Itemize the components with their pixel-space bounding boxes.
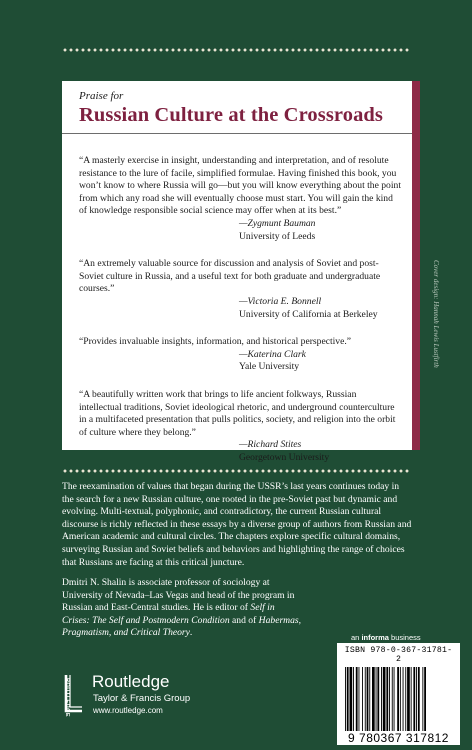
title-divider [62, 133, 413, 134]
praise-panel [62, 81, 413, 463]
barcode-bar [411, 667, 412, 731]
attribution-affiliation: Yale University [239, 361, 300, 373]
attribution-stites [79, 439, 401, 464]
attribution-bauman [79, 218, 401, 243]
attribution-name: —Richard Stites [239, 439, 302, 451]
informa-prefix: an [351, 633, 362, 642]
barcode-bar [381, 667, 382, 731]
attribution-affiliation: University of Leeds [239, 230, 316, 242]
barcode-bar [403, 667, 404, 731]
routledge-spine-wordmark: ROUTLEDGE [64, 678, 70, 718]
accent-bar [412, 81, 420, 450]
barcode-bar [392, 667, 393, 731]
cover-design-credit: Cover design: Hannah Lewis Lustfirth [432, 260, 440, 368]
barcode-bar [359, 667, 360, 731]
attribution-affiliation: Georgetown University [239, 451, 330, 463]
author-bio-book-title: Self in Crises: The Self and Postmodern Condition [62, 602, 275, 626]
informa-brand: informa [361, 633, 389, 642]
publisher-url: www.routledge.com [93, 706, 163, 715]
publisher-group: Taylor & Francis Group [93, 693, 191, 704]
publisher-name: Routledge [92, 672, 170, 691]
author-bio-text: and of [229, 614, 259, 626]
attribution-clark [79, 349, 401, 374]
barcode-bar [365, 667, 366, 731]
barcode-bar [405, 667, 406, 731]
barcode-bar [383, 667, 386, 731]
author-bio-book-title: Habermas, Pragmatism, and Critical Theory [62, 614, 302, 639]
barcode-bar [400, 667, 401, 731]
barcode-bar [418, 667, 420, 731]
barcode-bar [394, 667, 395, 731]
barcode-bar [413, 667, 415, 731]
quote-stites: “A beautifully written work that brings to life ancient folkways, Russian intellectual traditions, Soviet ideological rhetoric, and underground counterculture in a multifaceted presentation that pulls politics, society, and religion into the orbit of culture where they belong.” [79, 388, 396, 438]
book-description: The reexamination of values that began during the USSR’s last years continues today in the search for a new Russian culture, one rooted in the pre-Soviet past but dynamic and evolving. Multi-textual, polyphonic, and contradictory, the current Russian cultural discourse is richly reflected in these essays by a diverse group of authors from Russian and American academic and cultural circles. The chapters explore specific cultural domains, surveying Russian and Soviet beliefs and behaviors and highlighting the range of choices that Russians are facing at this critical juncture. [62, 481, 412, 568]
barcode-bar [397, 667, 399, 731]
quote-bauman: “A masterly exercise in insight, understanding and interpretation, and of resolute resistance to the lure of facile, simplified formulae. Having finished this book, you won’t know to where Russia will go—but you will know everything about the point from which any road she will eventually choose must start. You will gain the kind of knowledge responsible social science may offer when at its best.” [79, 155, 401, 217]
attribution-name: —Victoria E. Bonnell [239, 295, 322, 307]
isbn-barcode [337, 643, 460, 745]
barcode-bar [369, 667, 370, 731]
attribution-name: —Zygmunt Bauman [239, 217, 316, 229]
attribution-bonnell [79, 296, 401, 321]
barcode-bar [389, 667, 390, 731]
barcode-bar [376, 667, 377, 731]
praise-for-label: Praise for [79, 90, 124, 102]
barcode-bar [372, 667, 375, 731]
isbn-label: ISBN 978-0-367-31781-2 [344, 646, 453, 664]
barcode-bar [386, 667, 388, 731]
author-bio-text: Dmitri N. Shalin is associate professor of sociology at University of Nevada–Las Vegas and head of the program in Russian and East-Central studies. He is editor of [62, 577, 295, 614]
barcode-bar [416, 667, 417, 731]
barcode-bar [347, 667, 349, 731]
attribution-name: —Katerina Clark [239, 348, 306, 360]
barcode-digits: 9 780367 317812 [348, 731, 449, 745]
informa-suffix: business [388, 633, 421, 642]
barcode-bar [422, 667, 423, 731]
quote-clark: “Provides invaluable insights, information, and historical perspective.” [79, 336, 352, 348]
author-bio [62, 577, 302, 640]
barcode-bar [424, 667, 426, 731]
barcode-bar [356, 667, 358, 731]
barcode-bar [350, 667, 353, 731]
author-bio-text: . [189, 627, 193, 639]
book-title: Russian Culture at the Crossroads [79, 104, 384, 126]
barcode-bar [407, 667, 410, 731]
attribution-affiliation: University of California at Berkeley [239, 308, 378, 320]
barcode-bar [377, 667, 379, 731]
barcode-bar [353, 667, 354, 731]
quote-bonnell: “An extremely valuable source for discussion and analysis of Soviet and post-Soviet culture in Russia, and a useful text for both graduate and undergraduate courses.” [79, 258, 381, 295]
barcode-bar [367, 667, 369, 731]
informa-business-label [351, 633, 421, 642]
dotted-rule-top [62, 47, 410, 53]
barcode-icon [343, 667, 454, 731]
dotted-rule-bottom [62, 468, 410, 474]
barcode-bar [345, 667, 346, 731]
barcode-bar [362, 667, 363, 731]
